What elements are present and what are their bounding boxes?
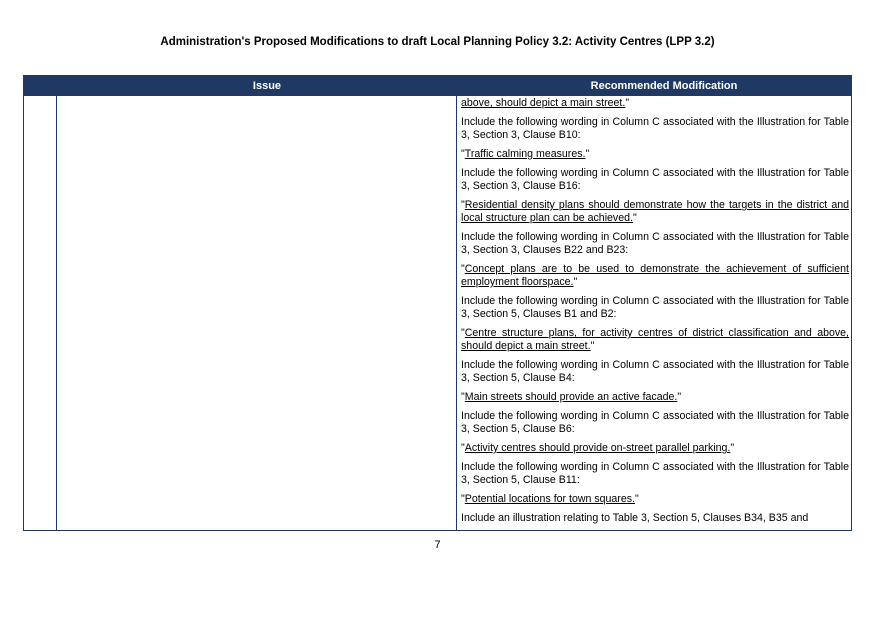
modification-instruction: Include the following wording in Column C associated with the Illustration for Table 3, Section 3, Clause B16:	[461, 167, 849, 192]
close-quote: "	[625, 97, 630, 109]
modification-instruction: Include the following wording in Column C associated with the Illustration for Table 3, Section 5, Clause B11:	[461, 461, 849, 486]
quoted-modification-text	[461, 327, 849, 353]
open-quote: "	[461, 327, 465, 339]
open-quote: "	[461, 442, 465, 454]
quoted-modification-text	[461, 263, 849, 289]
underlined-text: Traffic calming measures.	[464, 148, 586, 160]
quoted-modification-text	[461, 391, 849, 404]
header-number	[24, 76, 57, 96]
page-title: Administration's Proposed Modifications to draft Local Planning Policy 3.2: Activity Centres (LPP 3.2)	[160, 36, 715, 48]
close-quote: "	[590, 340, 595, 352]
open-quote: "	[461, 148, 465, 160]
underlined-text: above, should depict a main street.	[461, 97, 626, 109]
close-quote: "	[677, 391, 682, 403]
modification-instruction: Include the following wording in Column C associated with the Illustration for Table 3, Section 5, Clauses B1 and B2:	[461, 295, 849, 320]
header-issue: Issue	[252, 80, 282, 92]
modification-instruction: Include the following wording in Column C associated with the Illustration for Table 3, Section 3, Clause B10:	[461, 116, 849, 141]
header-modification: Recommended Modification	[590, 80, 738, 92]
underlined-text: Concept plans are to be used to demonstrate the achievement of sufficient employment floorspace.	[461, 263, 849, 288]
quoted-modification-text	[461, 199, 849, 225]
column-divider	[456, 96, 457, 530]
modification-instruction: Include an illustration relating to Table 3, Section 5, Clauses B34, B35 and	[461, 512, 809, 524]
modifications-table	[23, 75, 852, 531]
underlined-text: Residential density plans should demonstrate how the targets in the district and local structure plan can be achieved.	[461, 199, 849, 224]
page-number: 7	[434, 539, 441, 551]
underlined-text: Potential locations for town squares.	[464, 493, 635, 505]
underlined-text: Activity centres should provide on-street parallel parking.	[464, 442, 731, 454]
close-quote: "	[573, 276, 578, 288]
table-header-row	[24, 76, 851, 96]
close-quote: "	[730, 442, 735, 454]
quoted-modification-text	[461, 148, 849, 161]
open-quote: "	[461, 263, 465, 275]
close-quote: "	[632, 212, 637, 224]
quoted-modification-text	[461, 442, 849, 455]
quoted-modification-text	[461, 97, 849, 110]
close-quote: "	[634, 493, 639, 505]
open-quote: "	[461, 391, 465, 403]
column-divider	[56, 96, 57, 530]
modification-instruction: Include the following wording in Column C associated with the Illustration for Table 3, Section 3, Clauses B22 and B23:	[461, 231, 849, 256]
underlined-text: Main streets should provide an active facade.	[464, 391, 678, 403]
modification-instruction: Include the following wording in Column C associated with the Illustration for Table 3, Section 5, Clause B4:	[461, 359, 849, 384]
open-quote: "	[461, 199, 465, 211]
underlined-text: Centre structure plans, for activity centres of district classification and above, should depict a main street.	[461, 327, 849, 352]
open-quote: "	[461, 493, 465, 505]
quoted-modification-text	[461, 493, 849, 506]
close-quote: "	[585, 148, 590, 160]
modification-cell	[461, 96, 849, 530]
modification-instruction: Include the following wording in Column C associated with the Illustration for Table 3, Section 5, Clause B6:	[461, 410, 849, 435]
